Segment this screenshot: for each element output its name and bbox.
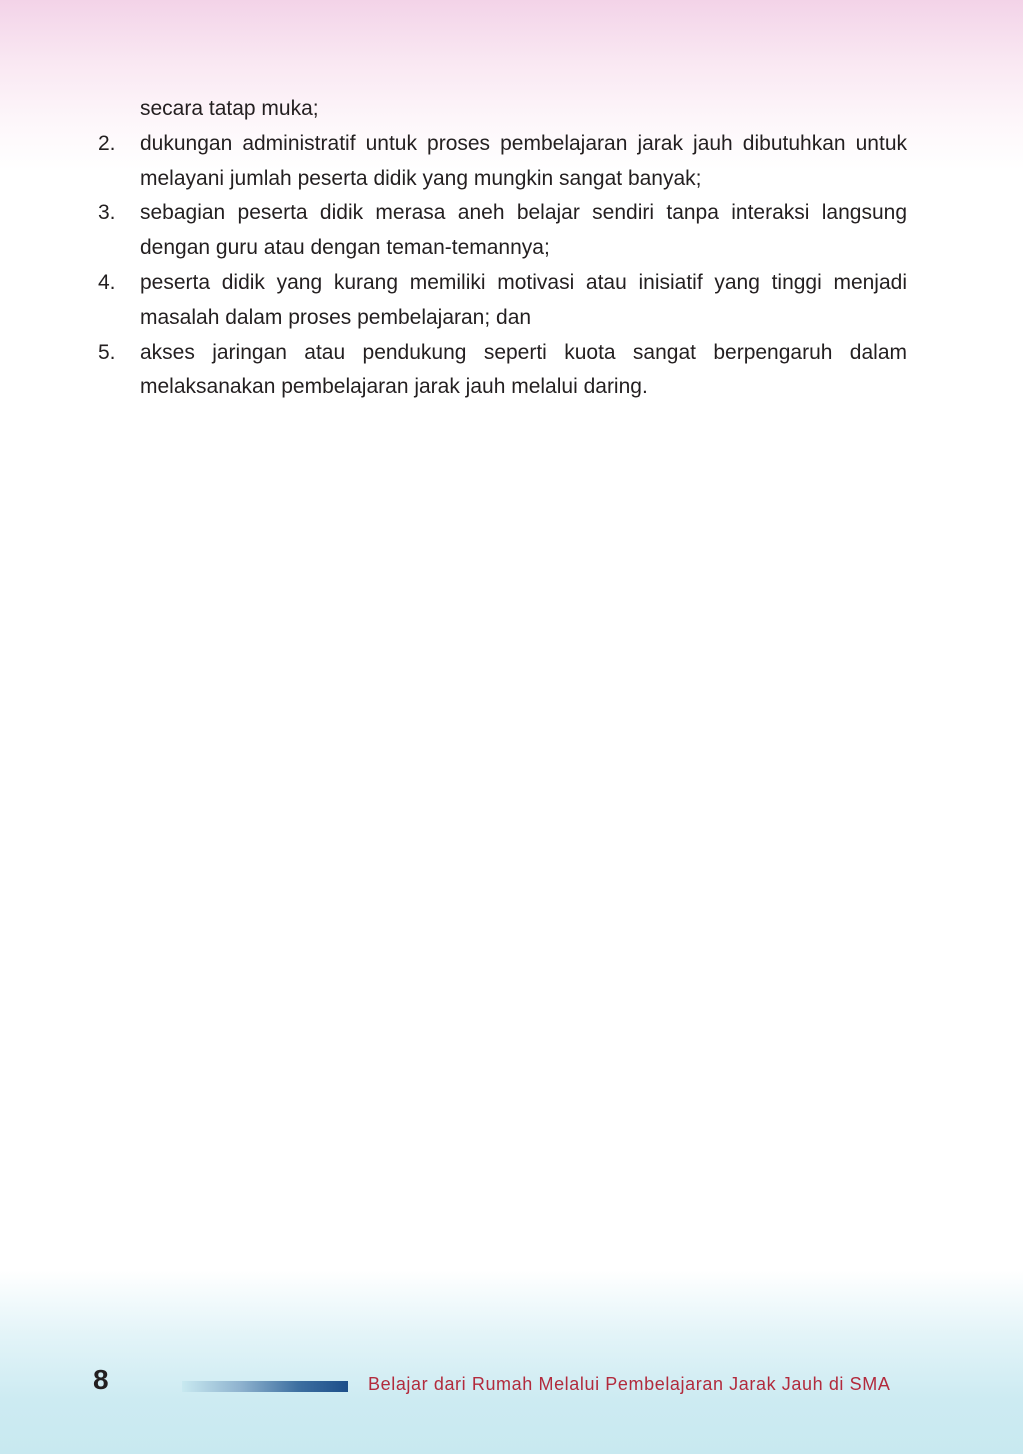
list-item-text: dukungan administratif untuk proses pembelajaran jarak jauh dibutuhkan untuk melayani jumlah peserta didik yang mungkin sangat banyak; <box>140 131 907 190</box>
list-item <box>98 196 907 266</box>
main-content <box>98 92 907 405</box>
footer-book-title: Belajar dari Rumah Melalui Pembelajaran Jarak Jauh di SMA <box>368 1374 891 1394</box>
list-item-number: 3. <box>98 201 116 225</box>
list-item <box>98 336 907 406</box>
list-item <box>98 127 907 197</box>
list-continuation-text: secara tatap muka; <box>140 97 319 120</box>
list-item-number: 5. <box>98 340 116 364</box>
list-item-number: 2. <box>98 131 116 155</box>
page-number: 8 <box>93 1364 109 1395</box>
list-item-text: peserta didik yang kurang memiliki motivasi atau inisiatif yang tinggi menjadi masalah dalam proses pembelajaran; dan <box>140 270 907 329</box>
list-item-text: sebagian peserta didik merasa aneh belajar sendiri tanpa interaksi langsung dengan guru atau dengan teman-temannya; <box>140 201 907 260</box>
footer-gradient-band <box>0 1270 1023 1454</box>
list-item-text: akses jaringan atau pendukung seperti kuota sangat berpengaruh dalam melaksanakan pembelajaran jarak jauh melalui daring. <box>140 340 907 399</box>
footer-decorative-bar <box>182 1381 348 1392</box>
list-item-number: 4. <box>98 270 116 294</box>
list-item <box>98 266 907 336</box>
